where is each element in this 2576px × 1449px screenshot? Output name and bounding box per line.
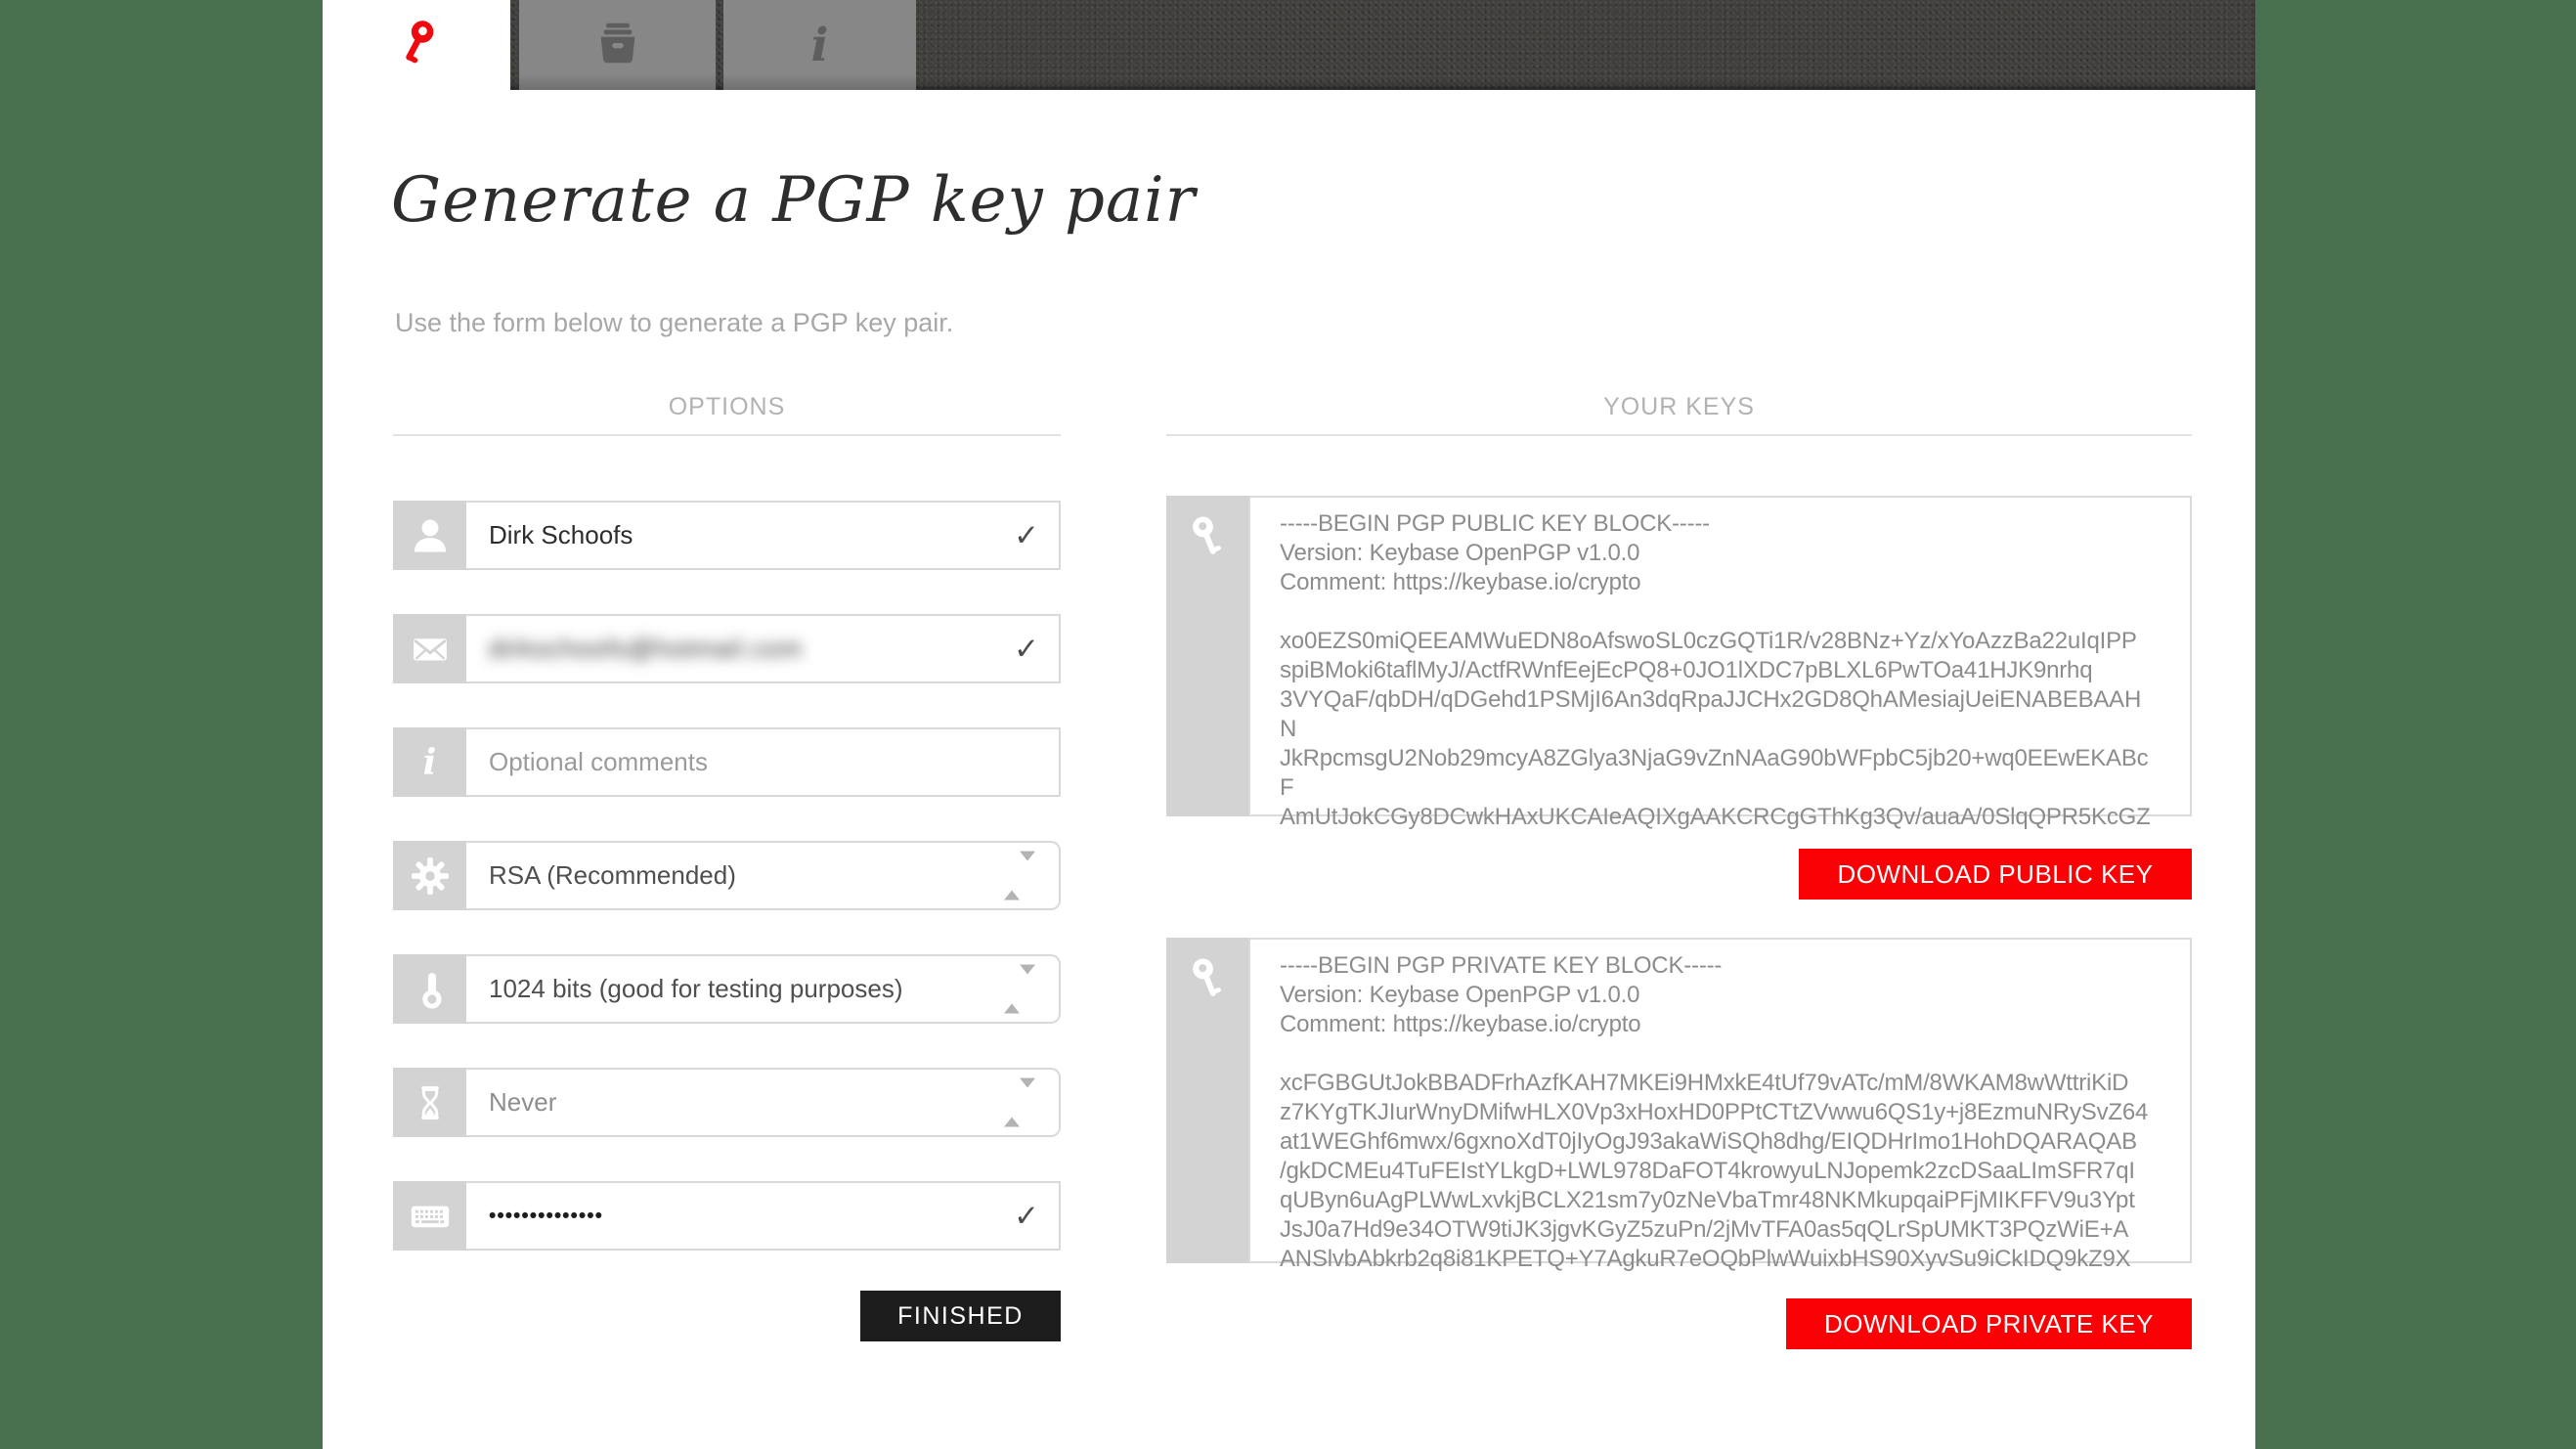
check-icon: ✓ (1014, 1198, 1039, 1234)
info-icon: i (810, 18, 829, 72)
passphrase-input[interactable] (466, 1181, 1061, 1251)
key-size-icon (393, 954, 466, 1024)
key-icon (1166, 938, 1248, 1263)
keyboard-icon (393, 1181, 466, 1251)
tab-archive[interactable] (519, 0, 716, 90)
your-keys-header: YOUR KEYS (1166, 393, 2192, 436)
name-input[interactable] (466, 501, 1061, 570)
key-type-row (393, 841, 1061, 910)
tab-info[interactable] (723, 0, 916, 90)
public-key-box (1166, 496, 2192, 830)
expiration-value: Never (489, 1087, 557, 1117)
info-icon: i (393, 727, 466, 797)
options-header: OPTIONS (393, 393, 1061, 436)
key-icon (391, 13, 442, 78)
page-title: Generate a PGP key pair (391, 164, 1197, 237)
key-type-select[interactable] (466, 841, 1061, 910)
check-icon: ✓ (1014, 517, 1039, 553)
name-row (393, 501, 1061, 570)
download-private-key-button[interactable]: DOWNLOAD PRIVATE KEY (1786, 1298, 2192, 1349)
public-key-textarea[interactable]: -----BEGIN PGP PUBLIC KEY BLOCK----- Version: Keybase OpenPGP v1.0.0 Comment: https://keybase.io/crypto xo0EZS0miQEEAMWuEDN8oAfswoSL0czGQTi1R/v28BNz+Yz/xYoAzzBa22uIqIPP spiBMoki6taflMyJ/ActfRWnfEejEcPQ8+0JO1lXDC7pBLXL6PwTOa41HJK9nrhq 3VYQaF/qbDH/qDGehd1PSMjI6An3dqRpaJJCHx2GD8QhAMesiajUeiENABEBAAH N JkRpcmsgU2Nob29mcyA8ZGlya3NjaG9vZnNAaG90bWFpbC5jb20+wq0EEwEKABc F AmUtJokCGy8DCwkHAxUKCAIeAQIXgAAKCRCgGThKg3Qv/auaA/0SlqQPR5KcGZ (1248, 496, 2192, 816)
envelope-icon (393, 614, 466, 683)
key-icon (1166, 496, 1248, 816)
expiration-select[interactable] (466, 1068, 1061, 1137)
hourglass-icon (393, 1068, 466, 1137)
user-icon (393, 501, 466, 570)
tab-bar (323, 0, 2255, 90)
select-arrows-icon (1004, 860, 1035, 891)
private-key-box (1166, 938, 2192, 1272)
select-arrows-icon (1004, 1087, 1035, 1118)
email-value-blurred: dirkschoofs@hotmail.com (489, 634, 804, 663)
page-subtitle: Use the form below to generate a PGP key pair. (395, 308, 954, 337)
archive-box-icon (589, 15, 646, 76)
private-key-textarea[interactable]: -----BEGIN PGP PRIVATE KEY BLOCK----- Version: Keybase OpenPGP v1.0.0 Comment: https://keybase.io/crypto xcFGBGUtJokBBADFrhAzfKAH7MKEi9HMxkE4tUf79vATc/mM/8WKAM8wWttriKiD z7KYgTKJIurWnyDMifwHLX0Vp3xHoxHD0PPtCTtZVwwu6QS1y+j8EzmuNRySvZ64 at1WEGhf6mwx/6gxnoXdT0jIyOgJ93akaWiSQh8dhg/EIQDHrImo1HohDQARAQAB /gkDCMEu4TuFEIstYLkgD+LWL978DaFOT4krowyuLNJopemk2zcDSaaLImSFR7qI qUByn6uAgPLWwLxvkjBCLX21sm7y0zNeVbaTmr48NKMkupqaiPFjMIKFFV9u3Ypt JsJ0a7Hd9e34OTW9tiJK3jgvKGyZ5zuPn/2jMvTFA0as5qQLrSpUMKT3PQzWiE+A ANSlvbAbkrb2q8i81KPETQ+Y7AgkuR7eOQbPlwWuixbHS90XyvSu9iCkIDQ9kZ9X (1248, 938, 2192, 1263)
check-icon: ✓ (1014, 631, 1039, 667)
name-value: Dirk Schoofs (489, 520, 633, 549)
key-size-value: 1024 bits (good for testing purposes) (489, 974, 903, 1003)
tab-pgp-key[interactable] (323, 0, 510, 90)
key-size-row (393, 954, 1061, 1024)
comments-input[interactable] (466, 727, 1061, 797)
main-content (323, 0, 2255, 1449)
expiration-row (393, 1068, 1061, 1137)
email-input[interactable] (466, 614, 1061, 683)
finished-button[interactable]: FINISHED (860, 1291, 1061, 1341)
key-size-select[interactable] (466, 954, 1061, 1024)
select-arrows-icon (1004, 974, 1035, 1004)
comments-placeholder: Optional comments (489, 747, 708, 776)
passphrase-dots: •••••••••••••• (489, 1204, 603, 1227)
gear-icon (393, 841, 466, 910)
passphrase-row (393, 1181, 1061, 1251)
download-public-key-button[interactable]: DOWNLOAD PUBLIC KEY (1799, 849, 2192, 900)
key-type-value: RSA (Recommended) (489, 860, 736, 890)
email-row (393, 614, 1061, 683)
comments-row (393, 727, 1061, 797)
